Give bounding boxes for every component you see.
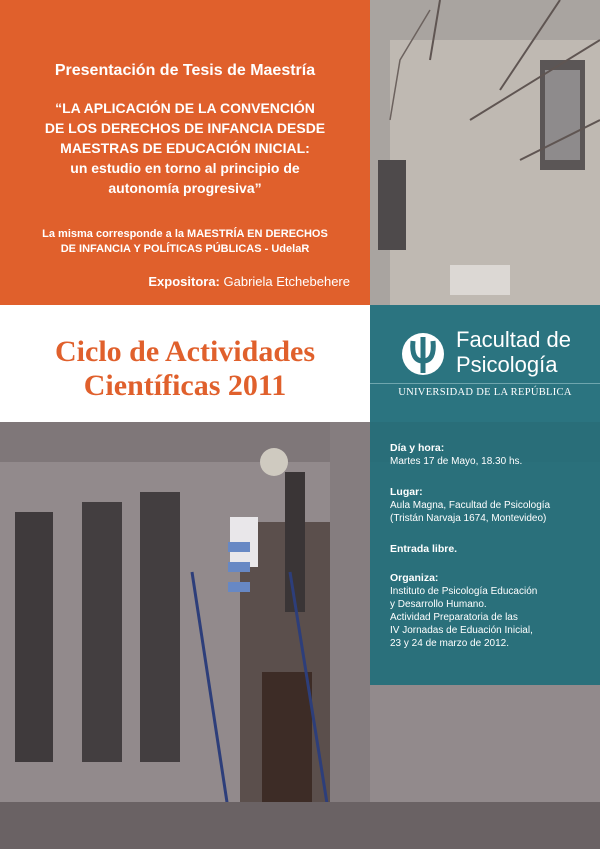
thesis-title-line: MAESTRAS DE EDUCACIÓN INICIAL: [60,140,310,156]
organizer-line: y Desarrollo Humano. [390,599,487,610]
cycle-title [0,335,370,403]
thesis-title-line: autonomía progresiva” [108,180,262,196]
organizer-line: Actividad Preparatoria de las [390,612,518,623]
organizer-block [390,572,595,650]
place-line: Aula Magna, Facultad de Psicología [390,500,551,511]
thesis-title-line: “LA APLICACIÓN DE LA CONVENCIÓN [55,100,315,116]
thesis-title [0,98,370,198]
psi-logo-icon [400,331,446,377]
organizer-line: Instituto de Psicología Educación [390,586,538,597]
faculty-name-line: Psicología [456,352,558,377]
thesis-title-line: un estudio en torno al principio de [70,160,300,176]
presenter-name: Gabriela Etchebehere [223,274,350,289]
masters-note-line: La misma corresponde a la MAESTRÍA EN DERECHOS [42,228,328,240]
presentation-heading: Presentación de Tesis de Maestría [54,62,316,79]
date-label: Día y hora: [390,442,445,454]
date-value: Martes 17 de Mayo, 18.30 hs. [390,456,523,467]
logo-divider [370,383,600,384]
thesis-title-panel [0,0,370,305]
thesis-title-line: DE LOS DERECHOS DE INFANCIA DESDE [44,120,326,136]
organizer-line: IV Jornadas de Eduación Inicial, [390,625,533,636]
masters-note-line: DE INFANCIA Y POLÍTICAS PÚBLICAS - UdelaR [60,243,310,255]
organizer-label: Organiza: [390,572,439,584]
faculty-name-line: Facultad de [456,327,571,352]
presenter [0,274,370,289]
university-name: UNIVERSIDAD DE LA REPÚBLICA [398,387,572,398]
cycle-title-line: Ciclo de Actividades [55,335,315,368]
masters-note [0,227,370,257]
presenter-label: Expositora: [148,274,220,289]
cycle-title-line: Científicas 2011 [83,369,287,402]
event-info-panel [370,422,600,685]
organizer-line: 23 y 24 de marzo de 2012. [390,638,509,649]
cycle-band [0,305,370,422]
faculty-name [456,327,571,377]
place-label: Lugar: [390,486,423,498]
place-block [390,486,595,525]
place-line: (Tristán Narvaja 1674, Montevideo) [390,513,547,524]
faculty-logo-panel [370,305,600,422]
entry-note: Entrada libre. [390,543,458,555]
date-block [390,442,595,468]
